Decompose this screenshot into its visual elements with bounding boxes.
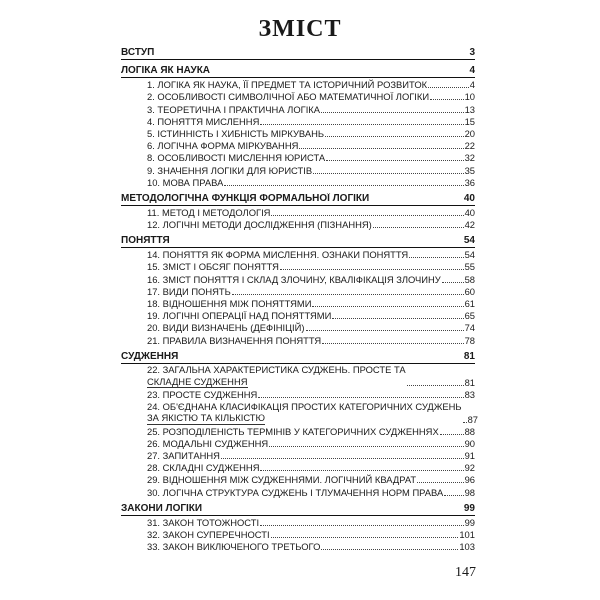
toc-item-title-wrap xyxy=(121,438,268,449)
toc-section-title: ВСТУП xyxy=(121,47,155,58)
toc-item-title-wrap xyxy=(121,517,259,528)
toc-item-title-wrap xyxy=(121,335,321,346)
toc-item-title: 32. ЗАКОН СУПЕРЕЧНОСТІ xyxy=(147,529,270,541)
toc-item-title-wrap xyxy=(121,450,220,461)
toc-item-entry[interactable] xyxy=(121,321,475,333)
toc-page-number: 61 xyxy=(464,298,475,309)
toc-item-title: 28. СКЛАДНІ СУДЖЕННЯ xyxy=(147,462,260,474)
toc-item-title-block xyxy=(121,364,406,388)
toc-section-entry[interactable] xyxy=(121,64,475,78)
toc-section-entry[interactable] xyxy=(121,350,475,364)
toc-leader-dots xyxy=(280,269,464,270)
toc-item-title-wrap xyxy=(121,322,305,333)
toc-item-title: 2. ОСОБЛИВОСТІ СИМВОЛІЧНОЇ АБО МАТЕМАТИЧНОЇ ЛОГІКИ xyxy=(147,91,430,103)
toc-leader-dots xyxy=(373,227,464,228)
toc-item-title-wrap xyxy=(121,529,270,540)
toc-item-title-wrap xyxy=(121,261,279,272)
toc-page-number: 103 xyxy=(459,541,475,553)
toc-item-title: 6. ЛОГІЧНА ФОРМА МІРКУВАННЯ xyxy=(147,140,299,152)
toc-page-number: 87 xyxy=(467,413,479,425)
toc-item-entry[interactable] xyxy=(121,540,475,552)
toc-leader-dots xyxy=(313,173,463,174)
toc-page-number: 54 xyxy=(463,235,475,247)
toc-item-title: 27. ЗАПИТАННЯ xyxy=(147,450,220,462)
toc-leader-dots xyxy=(224,185,463,186)
toc-leader-dots xyxy=(428,87,469,88)
toc-item-entry[interactable] xyxy=(121,139,475,151)
toc-item-entry[interactable] xyxy=(121,364,475,388)
toc-item-title-wrap xyxy=(121,140,298,151)
toc-item-title: 12. ЛОГІЧНІ МЕТОДИ ДОСЛІДЖЕННЯ (ПІЗНАННЯ) xyxy=(147,219,372,231)
toc-section-title: ЗАКОНИ ЛОГІКИ xyxy=(121,502,203,514)
toc-page-number: 55 xyxy=(464,261,475,273)
toc-item-entry[interactable] xyxy=(121,102,475,114)
toc-item-title-wrap xyxy=(121,249,408,260)
toc-item-title-wrap xyxy=(121,426,439,437)
toc-leader-dots xyxy=(271,537,459,538)
toc-item-title-line1: 22. ЗАГАЛЬНА ХАРАКТЕРИСТИКА СУДЖЕНЬ. ПРОСТЕ ТА xyxy=(147,364,406,376)
toc-page-number: 40 xyxy=(463,192,475,204)
toc-page-number: 15 xyxy=(464,115,475,127)
toc-item-entry[interactable] xyxy=(121,449,475,461)
toc-page-number: 74 xyxy=(464,322,475,334)
table-of-contents xyxy=(121,46,479,553)
toc-page-number: 81 xyxy=(463,350,475,362)
toc-item-title-wrap xyxy=(121,474,416,485)
toc-page-number: 78 xyxy=(464,334,475,346)
toc-item-title-wrap xyxy=(121,165,312,176)
toc-page-number: 54 xyxy=(464,249,475,261)
toc-item-entry[interactable] xyxy=(121,297,475,309)
toc-leader-dots xyxy=(299,148,463,149)
toc-page-number: 36 xyxy=(464,176,475,188)
toc-page-number: 42 xyxy=(464,219,475,231)
toc-leader-dots xyxy=(260,525,463,526)
toc-section-title: ЛОГІКА ЯК НАУКА xyxy=(121,65,211,76)
toc-item-entry[interactable] xyxy=(121,425,475,437)
toc-leader-dots xyxy=(258,397,463,398)
toc-item-title-wrap xyxy=(121,207,270,218)
toc-item-title: 19. ЛОГІЧНІ ОПЕРАЦІЇ НАД ПОНЯТТЯМИ xyxy=(147,310,332,322)
toc-page-number: 3 xyxy=(469,47,475,58)
toc-item-entry[interactable] xyxy=(121,163,475,175)
toc-item-title: 11. МЕТОД І МЕТОДОЛОГІЯ xyxy=(147,206,271,218)
toc-item-title: 3. ТЕОРЕТИЧНА І ПРАКТИЧНА ЛОГІКА xyxy=(147,103,321,115)
toc-page-number: 60 xyxy=(464,285,475,297)
toc-page-number: 101 xyxy=(459,529,475,541)
toc-item-title-wrap xyxy=(121,310,331,321)
toc-page-number: 91 xyxy=(464,450,475,462)
toc-item-entry[interactable] xyxy=(121,516,475,528)
toc-leader-dots xyxy=(463,422,467,423)
toc-item-entry[interactable] xyxy=(121,260,475,272)
toc-section-entry[interactable] xyxy=(121,46,475,60)
toc-leader-dots xyxy=(271,215,463,216)
toc-page-number: 4 xyxy=(469,65,475,76)
toc-item-title: 1. ЛОГІКА ЯК НАУКА, ЇЇ ПРЕДМЕТ ТА ІСТОРИЧНИЙ РОЗВИТОК xyxy=(147,79,428,91)
toc-item-entry[interactable] xyxy=(121,78,475,90)
toc-section-entry[interactable] xyxy=(121,502,475,516)
toc-leader-dots xyxy=(440,434,464,435)
toc-item-title: 17. ВИДИ ПОНЯТЬ xyxy=(147,285,231,297)
toc-item-title: 9. ЗНАЧЕННЯ ЛОГІКИ ДЛЯ ЮРИСТІВ xyxy=(147,164,313,176)
toc-leader-dots xyxy=(417,482,463,483)
toc-item-title: 30. ЛОГІЧНА СТРУКТУРА СУДЖЕНЬ І ТЛУМАЧЕННЯ НОРМ ПРАВА xyxy=(147,486,444,498)
toc-page-number: 96 xyxy=(464,474,475,486)
toc-item-entry[interactable] xyxy=(121,485,475,497)
toc-item-title: 21. ПРАВИЛА ВИЗНАЧЕННЯ ПОНЯТТЯ xyxy=(147,334,322,346)
toc-leader-dots xyxy=(444,495,463,496)
toc-item-title-wrap xyxy=(121,274,441,285)
toc-page-number: 13 xyxy=(464,103,475,115)
toc-item-title-wrap xyxy=(121,177,223,188)
toc-item-title: 14. ПОНЯТТЯ ЯК ФОРМА МИСЛЕННЯ. ОЗНАКИ ПОНЯТТЯ xyxy=(147,249,409,261)
toc-item-entry[interactable] xyxy=(121,272,475,284)
toc-item-title: 20. ВИДИ ВИЗНАЧЕНЬ (ДЕФІНІЦІЙ) xyxy=(147,322,305,334)
toc-item-title: 15. ЗМІСТ І ОБСЯГ ПОНЯТТЯ xyxy=(147,261,279,273)
toc-item-title: 16. ЗМІСТ ПОНЯТТЯ І СКЛАД ЗЛОЧИНУ, КВАЛІФІКАЦІЯ ЗЛОЧИНУ xyxy=(147,273,441,285)
toc-page-number: 99 xyxy=(463,502,475,514)
toc-page-number: 81 xyxy=(464,376,475,388)
toc-page-number: 40 xyxy=(464,206,475,218)
toc-page-number: 32 xyxy=(464,152,475,164)
toc-item-entry[interactable] xyxy=(121,206,475,218)
toc-page-number: 90 xyxy=(464,437,475,449)
toc-item-title-wrap xyxy=(121,286,231,297)
toc-page-number: 58 xyxy=(464,273,475,285)
toc-item-title-wrap xyxy=(121,104,320,115)
toc-leader-dots xyxy=(325,136,464,137)
toc-page-number: 22 xyxy=(464,140,475,152)
toc-item-title: 31. ЗАКОН ТОТОЖНОСТІ xyxy=(147,516,260,528)
toc-item-entry[interactable] xyxy=(121,218,475,230)
toc-page-number: 65 xyxy=(464,310,475,322)
toc-leader-dots xyxy=(430,99,463,100)
toc-item-entry[interactable] xyxy=(121,176,475,188)
toc-item-entry[interactable] xyxy=(121,285,475,297)
toc-section-title: СУДЖЕННЯ xyxy=(121,350,179,362)
toc-section-entry[interactable] xyxy=(121,234,475,248)
toc-leader-dots xyxy=(407,385,464,386)
toc-item-entry[interactable] xyxy=(121,333,475,345)
toc-item-entry[interactable] xyxy=(121,309,475,321)
toc-item-title: 25. РОЗПОДІЛЕНІСТЬ ТЕРМІНІВ У КАТЕГОРИЧНИХ СУДЖЕННЯХ xyxy=(147,425,439,437)
page-title: ЗМІСТ xyxy=(258,16,342,42)
toc-leader-dots xyxy=(321,112,464,113)
toc-item-title: 33. ЗАКОН ВИКЛЮЧЕНОГО ТРЕТЬОГО xyxy=(147,541,321,553)
toc-item-title-wrap xyxy=(121,487,443,498)
toc-item-title: 29. ВІДНОШЕННЯ МІЖ СУДЖЕННЯМИ. ЛОГІЧНИЙ КВАДРАТ xyxy=(147,474,417,486)
toc-section-title: ПОНЯТТЯ xyxy=(121,235,170,247)
toc-item-title: 5. ІСТИННІСТЬ І ХИБНІСТЬ МІРКУВАНЬ xyxy=(147,127,325,139)
toc-item-title: 26. МОДАЛЬНІ СУДЖЕННЯ xyxy=(147,437,269,449)
toc-item-title: 4. ПОНЯТТЯ МИСЛЕННЯ xyxy=(147,115,260,127)
toc-item-title-wrap xyxy=(121,541,320,552)
toc-leader-dots xyxy=(269,446,463,447)
toc-page-number: 4 xyxy=(469,79,475,91)
toc-item-entry[interactable] xyxy=(121,461,475,473)
toc-page-number: 83 xyxy=(464,389,475,401)
toc-page-number: 88 xyxy=(464,425,475,437)
toc-item-entry[interactable] xyxy=(121,400,479,425)
toc-item-title-line2: ЗА ЯКІСТЮ ТА КІЛЬКІСТЮ xyxy=(147,412,265,424)
toc-item-title-wrap xyxy=(121,152,325,163)
toc-leader-dots xyxy=(322,343,463,344)
toc-item-entry[interactable] xyxy=(121,127,475,139)
toc-leader-dots xyxy=(260,124,463,125)
toc-page-number: 20 xyxy=(464,127,475,139)
toc-item-entry[interactable] xyxy=(121,90,475,102)
toc-item-title: 23. ПРОСТЕ СУДЖЕННЯ xyxy=(147,389,258,401)
toc-page-number: 35 xyxy=(464,164,475,176)
toc-item-entry[interactable] xyxy=(121,473,475,485)
toc-leader-dots xyxy=(326,160,463,161)
toc-item-title-wrap xyxy=(121,79,427,90)
toc-item-title-line1: 24. ОБ'ЄДНАНА КЛАСИФІКАЦІЯ ПРОСТИХ КАТЕГОРИЧНИХ СУДЖЕНЬ xyxy=(147,400,462,412)
toc-leader-dots xyxy=(409,257,463,258)
toc-item-entry[interactable] xyxy=(121,248,475,260)
toc-item-entry[interactable] xyxy=(121,437,475,449)
toc-item-title-wrap xyxy=(121,462,259,473)
toc-page-number: 98 xyxy=(464,486,475,498)
toc-item-title: 18. ВІДНОШЕННЯ МІЖ ПОНЯТТЯМИ xyxy=(147,298,312,309)
toc-section-title: МЕТОДОЛОГІЧНА ФУНКЦІЯ ФОРМАЛЬНОЇ ЛОГІКИ xyxy=(121,192,370,204)
toc-item-title: 10. МОВА ПРАВА xyxy=(147,176,224,188)
toc-leader-dots xyxy=(232,294,464,295)
toc-item-title-wrap xyxy=(121,91,429,102)
toc-leader-dots xyxy=(442,282,464,283)
toc-item-entry[interactable] xyxy=(121,528,475,540)
toc-item-title-wrap xyxy=(121,389,257,400)
page-number: 147 xyxy=(455,565,476,580)
toc-page-number: 10 xyxy=(464,91,475,103)
toc-leader-dots xyxy=(306,330,464,331)
toc-item-title-block xyxy=(121,401,462,425)
toc-item-title: 8. ОСОБЛИВОСТІ МИСЛЕННЯ ЮРИСТА xyxy=(147,152,326,164)
toc-section-entry[interactable] xyxy=(121,192,475,206)
toc-page-number: 92 xyxy=(464,462,475,474)
toc-leader-dots xyxy=(260,470,463,471)
toc-item-title-wrap xyxy=(121,116,259,127)
toc-item-entry[interactable] xyxy=(121,115,475,127)
toc-item-title-wrap xyxy=(121,298,311,309)
toc-item-title-wrap xyxy=(121,219,372,230)
toc-item-entry[interactable] xyxy=(121,151,475,163)
toc-leader-dots xyxy=(221,458,464,459)
toc-item-title-wrap xyxy=(121,128,324,139)
toc-leader-dots xyxy=(332,318,463,319)
toc-item-title-line2: СКЛАДНЕ СУДЖЕННЯ xyxy=(147,375,248,387)
toc-leader-dots xyxy=(312,306,463,307)
toc-item-entry[interactable] xyxy=(121,388,475,400)
toc-leader-dots xyxy=(321,549,458,550)
toc-page-number: 99 xyxy=(464,516,475,528)
